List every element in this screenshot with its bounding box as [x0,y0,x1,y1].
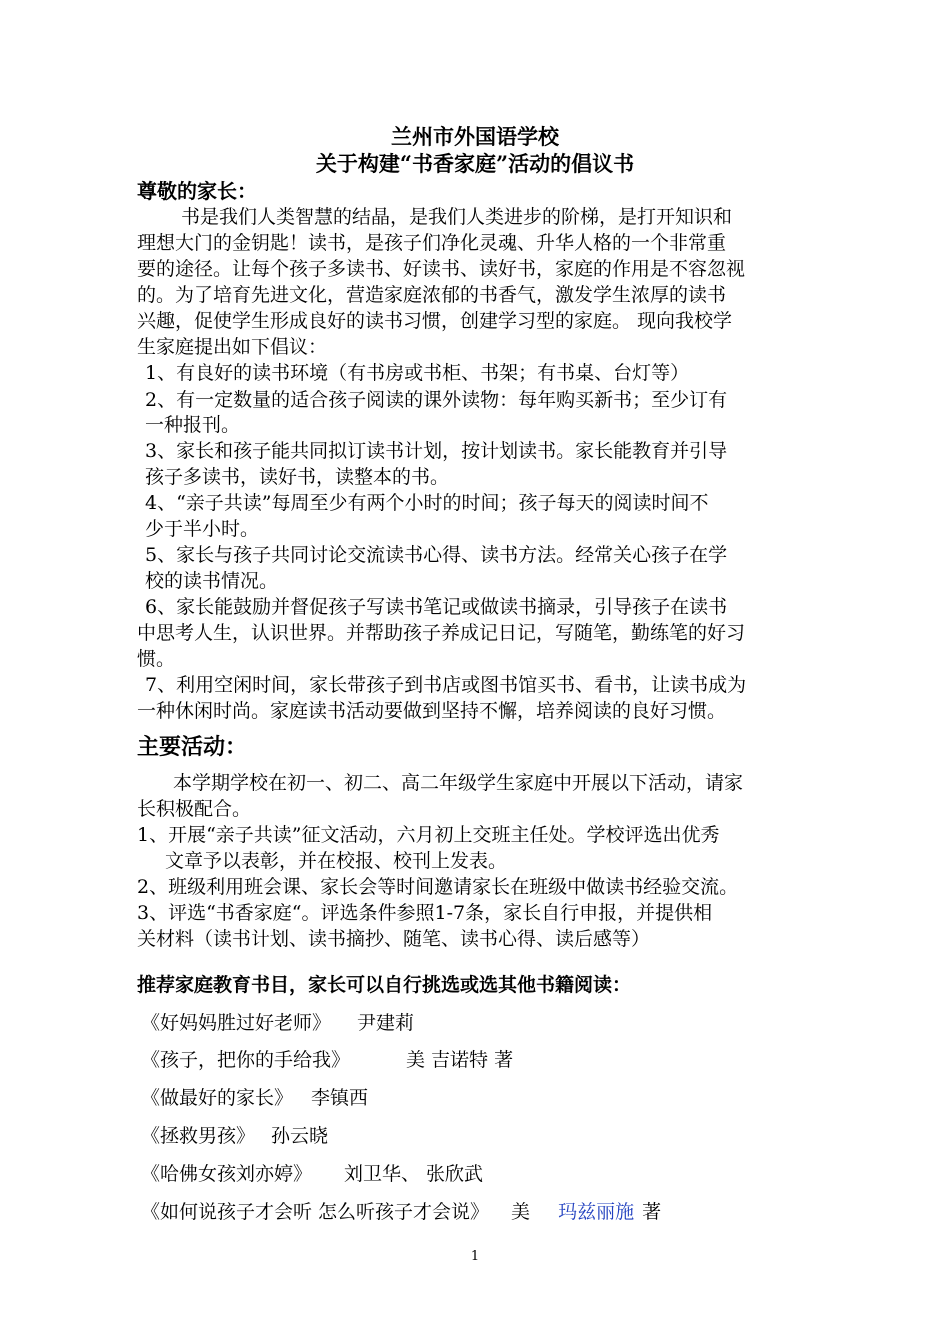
intro-line: 理想大门的金钥匙！读书，是孩子们净化灵魂、升华人格的一个非常重 [137,232,727,254]
proposal-item: 6、家长能鼓励并督促孩子写读书笔记或做读书摘录，引导孩子在读书 [145,596,728,618]
intro-line: 的。为了培育先进文化，营造家庭浓郁的书香气，激发学生浓厚的读书 [137,284,727,306]
school-name: 兰州市外国语学校 [391,124,559,149]
book-author: 李镇西 [311,1087,369,1109]
book-author: 刘卫华、 张欣武 [344,1163,484,1185]
proposal-item: 5、家长与孩子共同讨论交流读书心得、读书方法。经常关心孩子在学 [145,544,728,566]
book-title: 《做最好的家长》 [141,1087,294,1109]
book-title: 《如何说孩子才会听 怎么听孩子才会说》 [141,1201,490,1223]
proposal-item: 7、利用空闲时间，家长带孩子到书店或图书馆买书、看书，让读书成为 [145,674,747,696]
book-author: 孙云晓 [271,1125,329,1147]
activity-item: 1、开展“亲子共读”征文活动，六月初上交班主任处。学校评选出优秀 [137,824,720,846]
page-number: 1 [470,1249,480,1264]
book-item [141,1161,483,1187]
book-item [141,1085,368,1111]
proposal-item: 2、有一定数量的适合孩子阅读的课外读物：每年购买新书；至少订有 [145,389,728,411]
book-item [141,1010,414,1036]
proposal-item-cont: 一种休闲时尚。家庭读书活动要做到坚持不懈，培养阅读的良好习惯。 [137,700,727,722]
document-title: 关于构建“书香家庭”活动的倡议书 [315,151,635,176]
book-item [141,1199,661,1225]
book-author-suffix: 著 [642,1201,662,1223]
proposal-item-cont: 校的读书情况。 [145,570,279,592]
book-title: 《哈佛女孩刘亦婷》 [141,1163,313,1185]
proposal-item-cont: 惯。 [137,648,176,670]
activity-item: 3、评选“书香家庭“。评选条件参照1-7条，家长自行申报，并提供相 [137,902,713,924]
book-title: 《孩子，把你的手给我》 [141,1049,351,1071]
intro-line: 要的途径。让每个孩子多读书、好读书、读好书，家庭的作用是不容忽视 [137,258,746,280]
activities-intro-line: 本学期学校在初一、初二、高二年级学生家庭中开展以下活动，请家 [173,772,744,794]
activity-item-cont: 关材料（读书计划、读书摘抄、随笔、读书心得、读后感等） [137,928,651,950]
activity-item-cont: 文章予以表彰，并在校报、校刊上发表。 [165,850,508,872]
proposal-item-cont: 少于半小时。 [145,518,260,540]
intro-line: 书是我们人类智慧的结晶，是我们人类进步的阶梯，是打开知识和 [181,206,733,228]
book-author-name: 玛兹丽施 [558,1201,635,1223]
book-author: 美 吉诺特 著 [406,1049,514,1071]
book-author: 尹建莉 [357,1012,415,1034]
proposal-item: 1、有良好的读书环境（有书房或书柜、书架；有书桌、台灯等） [145,362,690,384]
proposal-item: 3、家长和孩子能共同拟订读书计划，按计划读书。家长能教育并引导 [145,440,728,462]
book-item [141,1123,328,1149]
intro-line: 兴趣，促使学生形成良好的读书习惯，创建学习型的家庭。 现向我校学 [137,310,733,332]
proposal-item: 4、“亲子共读”每周至少有两个小时的时间；孩子每天的阅读时间不 [145,492,709,514]
book-title: 《拯救男孩》 [141,1125,256,1147]
book-title: 《好妈妈胜过好老师》 [141,1012,332,1034]
activities-heading: 主要活动： [137,734,248,760]
activities-intro-line: 长积极配合。 [137,798,252,820]
intro-line: 生家庭提出如下倡议： [137,336,328,358]
salutation: 尊敬的家长： [137,179,257,203]
book-item [141,1047,513,1073]
proposal-item-cont: 一种报刊。 [145,414,241,436]
books-heading: 推荐家庭教育书目，家长可以自行挑选或选其他书籍阅读： [137,974,632,996]
activity-item: 2、班级利用班会课、家长会等时间邀请家长在班级中做读书经验交流。 [137,876,739,898]
book-author-prefix: 美 [511,1201,531,1223]
proposal-item-cont: 中思考人生，认识世界。并帮助孩子养成记日记，写随笔，勤练笔的好习 [137,622,746,644]
proposal-item-cont: 孩子多读书，读好书，读整本的书。 [145,466,450,488]
